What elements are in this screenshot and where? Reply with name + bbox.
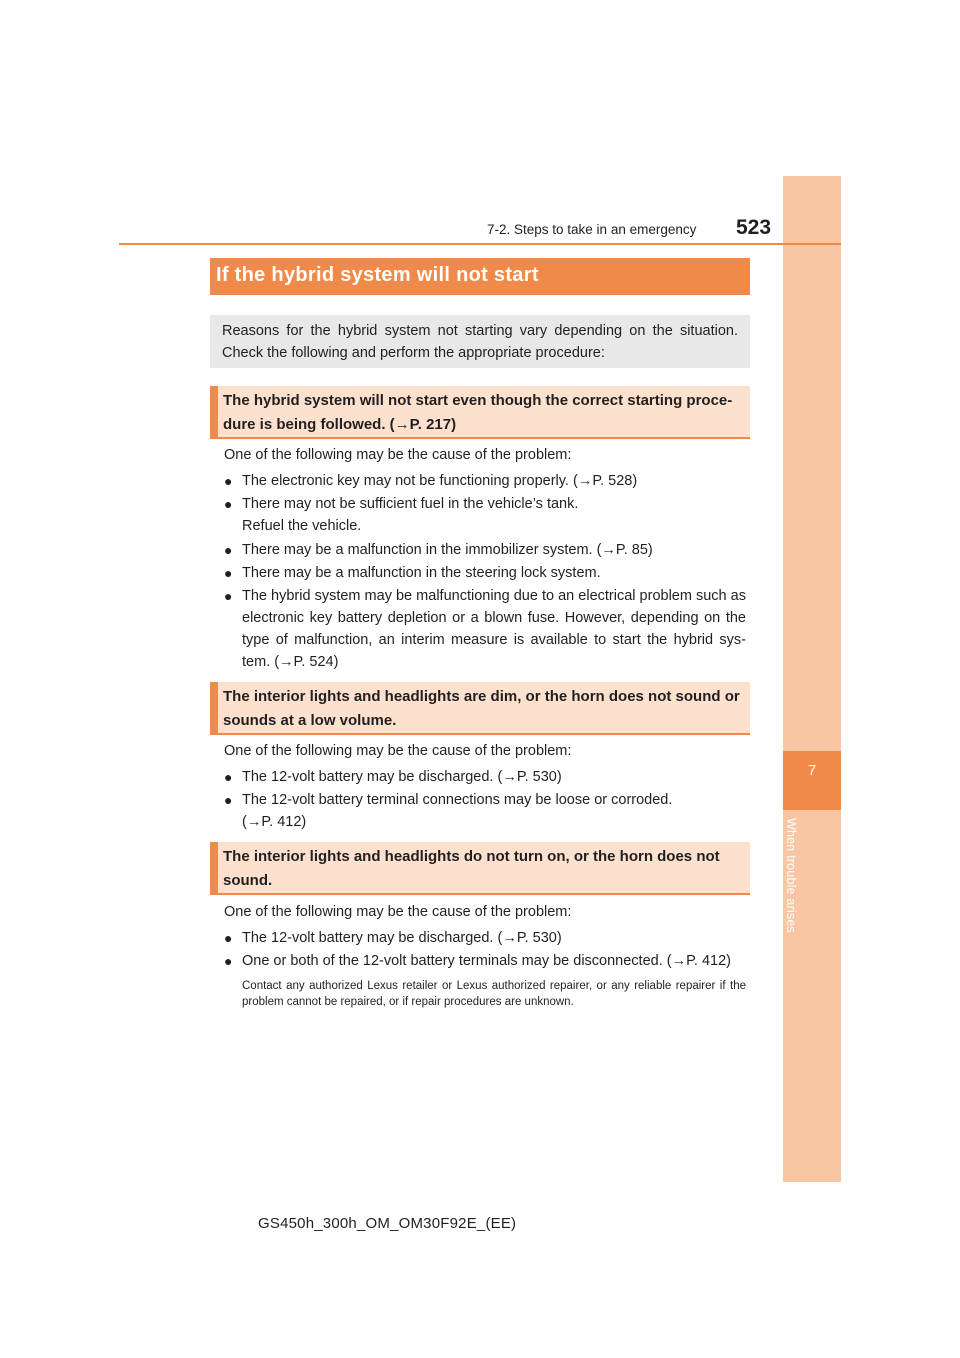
bullet-icon: ● — [224, 792, 233, 808]
page-title: If the hybrid system will not start — [210, 258, 750, 295]
header-divider — [119, 243, 841, 245]
bullet-icon: ● — [224, 496, 233, 512]
bullet-icon: ● — [224, 542, 233, 558]
section-heading-1-line2: dure is being followed. (→P. 217) — [223, 416, 457, 433]
section-title: 7-2. Steps to take in an emergency — [487, 222, 697, 237]
side-tab-strip — [783, 176, 841, 1182]
section-heading-1 — [210, 386, 750, 439]
list-item: ● The 12-volt battery terminal connections may be loose or corroded. (→P. 412) — [224, 789, 746, 833]
section-heading-3-line1: The interior lights and headlights do not turn on, or the horn does not — [223, 848, 720, 865]
list-item: ● The 12-volt battery may be discharged. (→P. 530) — [224, 766, 746, 788]
list-item: ● There may be a malfunction in the immobilizer system. (→P. 85) — [224, 539, 746, 561]
bullet-icon: ● — [224, 769, 233, 785]
bullet-icon: ● — [224, 565, 233, 581]
chapter-label: When trouble arises — [784, 818, 798, 933]
section-heading-2 — [210, 682, 750, 735]
section-heading-3 — [210, 842, 750, 895]
section-1-lead: One of the following may be the cause of the problem: — [224, 447, 572, 463]
list-item: ● The electronic key may not be functioning properly. (→P. 528) — [224, 470, 746, 492]
bullet-icon: ● — [224, 473, 233, 489]
section-heading-2-line1: The interior lights and headlights are dim, or the horn does not sound or — [223, 688, 740, 705]
bullet-icon: ● — [224, 953, 233, 969]
bullet-icon: ● — [224, 930, 233, 946]
list-item: ● There may be a malfunction in the steering lock system. — [224, 562, 746, 584]
section-3-lead: One of the following may be the cause of the problem: — [224, 904, 572, 920]
bullet-icon: ● — [224, 588, 233, 604]
note-text: Contact any authorized Lexus retailer or Lexus authorized repairer, or any reliable repairer if the problem cannot be repaired, or if repair procedures are unknown. — [242, 980, 746, 1008]
section-heading-1-line1: The hybrid system will not start even though the correct starting proce- — [223, 392, 733, 409]
list-item: ● The hybrid system may be malfunctioning due to an electrical problem such as electronic key battery depletion or a blown fuse. However, depending on the type of malfunction, an interim measure is available to start the hybrid sys-tem. (→P. 524) — [224, 585, 746, 673]
section-heading-2-line2: sounds at a low volume. — [223, 712, 397, 729]
list-item: ● There may not be sufficient fuel in the vehicle’s tank. Refuel the vehicle. — [224, 493, 746, 537]
document-code: GS450h_300h_OM_OM30F92E_(EE) — [258, 1215, 517, 1232]
list-item: ● One or both of the 12-volt battery terminals may be disconnected. (→P. 412) — [224, 950, 746, 972]
chapter-number: 7 — [807, 762, 817, 779]
intro-box: Reasons for the hybrid system not starting vary depending on the situation. Check the following and perform the appropriate procedure: — [210, 315, 750, 368]
page-number: 523 — [736, 216, 772, 239]
section-heading-3-line2: sound. — [223, 872, 273, 889]
chapter-tab[interactable] — [783, 751, 841, 810]
list-item: ● The 12-volt battery may be discharged. (→P. 530) — [224, 927, 746, 949]
section-2-lead: One of the following may be the cause of the problem: — [224, 743, 572, 759]
